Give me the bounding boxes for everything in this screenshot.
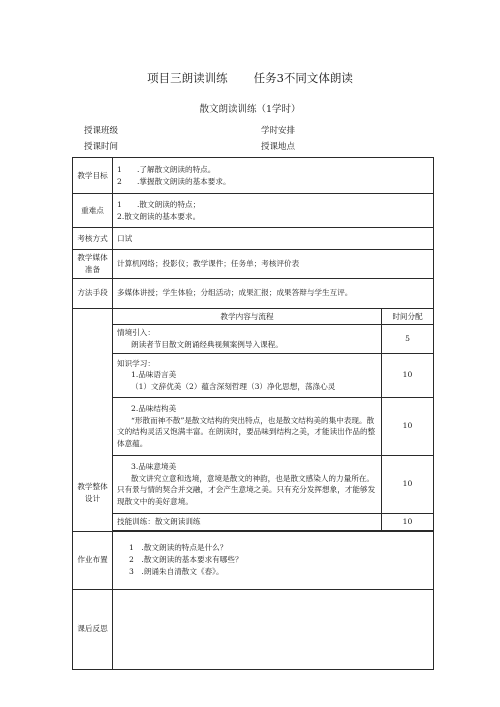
- page-subtitle: 散文朗读训练（1学时）: [199, 104, 301, 115]
- media-label: 教学媒体准备: [73, 250, 113, 279]
- k2-row: [73, 397, 434, 455]
- lesson-plan-table: [72, 157, 434, 670]
- k3-title: 3.品味意境美: [131, 461, 177, 471]
- goal-item: 1 .了解散文朗读的特点。: [117, 164, 216, 174]
- k2-time: 10: [382, 397, 434, 455]
- focus-label: 重难点: [73, 194, 113, 228]
- goal-label: 教学目标: [73, 158, 113, 194]
- focus-content: [113, 194, 434, 228]
- intro-text: 朗读者节目散文朗诵经典视频案例导入课程。: [131, 340, 283, 350]
- k1-time: 10: [382, 353, 434, 397]
- exam-label: 考核方式: [73, 228, 113, 250]
- class-label: 授课班级: [84, 126, 119, 136]
- media-value: 计算机网络；投影仪；教学课件；任务单；考核评价表: [113, 250, 434, 279]
- intro-row: [73, 325, 434, 354]
- homework-label: 作业布置: [73, 531, 113, 589]
- knowledge-title: 知识学习：: [117, 358, 155, 368]
- skill-text: 技能训练：散文朗读训练: [113, 513, 382, 530]
- design-label: 教学整体设计: [73, 308, 113, 531]
- skill-row: [73, 513, 434, 530]
- goal-item: 2 .掌握散文朗读的基本要求。: [117, 176, 231, 186]
- reflect-row: [73, 589, 434, 669]
- method-value: 多媒体讲授；学生体验；分组活动；成果汇报；成果答辩与学生互评。: [113, 278, 434, 308]
- place-label: 授课地点: [261, 142, 296, 152]
- k3-content: [113, 455, 382, 513]
- homework-item: 2 .散文朗读的基本要求有哪些？: [129, 555, 243, 565]
- design-header-row: [73, 308, 434, 325]
- k2-text: “形散而神不散”是散文结构的突出特点，也是散文结构美的集中表现。散文的结构灵活又饱满丰富。在朗读时，要品味到结构之美，才能读出作品的整体意蕴。: [117, 415, 376, 449]
- title-left: 项目三朗读训练: [147, 71, 228, 85]
- k1-title: 1.品味语言美: [131, 370, 177, 380]
- time-header: 时间分配: [382, 308, 434, 325]
- intro-time: 5: [382, 325, 434, 354]
- exam-value: 口试: [113, 228, 434, 250]
- k1-text: （1）文辞优美（2）蕴含深刻哲理（3）净化思想，荡涤心灵: [131, 382, 336, 392]
- focus-item: 2.散文朗读的基本要求。: [117, 211, 201, 221]
- k3-text: 散文讲究立意和选境，意境是散文的神韵，也是散文感染人的力量所在。只有景与情的契合并交融，才会产生意境之美。只有充分发挥想象，才能够发现散文中的美好意境。: [117, 473, 376, 507]
- k3-row: [73, 455, 434, 513]
- media-row: [73, 250, 434, 279]
- content-header: 教学内容与流程: [113, 308, 382, 325]
- k1-content: [113, 353, 382, 397]
- intro-title: 情境引入：: [117, 328, 155, 338]
- homework-content: [113, 531, 434, 589]
- reflect-content: [113, 589, 434, 669]
- goal-row: [73, 158, 434, 194]
- title-right: 任务3不同文体朗读: [253, 71, 353, 85]
- exam-row: [73, 228, 434, 250]
- goal-content: [113, 158, 434, 194]
- method-row: [73, 278, 434, 308]
- skill-time: 10: [382, 513, 434, 530]
- k3-time: 10: [382, 455, 434, 513]
- method-label: 方法手段: [73, 278, 113, 308]
- reflect-label: 课后反思: [73, 589, 113, 669]
- homework-item: 1 .散文朗读的特点是什么？: [129, 543, 228, 553]
- k2-content: [113, 397, 382, 455]
- page-title: [0, 70, 500, 86]
- focus-item: 1 .散文朗读的特点；: [117, 199, 201, 209]
- k1-row: [73, 353, 434, 397]
- focus-row: [73, 194, 434, 228]
- hours-label: 学时安排: [261, 126, 296, 136]
- k2-title: 2.品味结构美: [131, 403, 177, 413]
- intro-content: [113, 325, 382, 354]
- homework-item: 3 .朗诵朱自清散文《春》。: [129, 566, 224, 576]
- time-label: 授课时间: [84, 142, 119, 152]
- homework-row: [73, 531, 434, 589]
